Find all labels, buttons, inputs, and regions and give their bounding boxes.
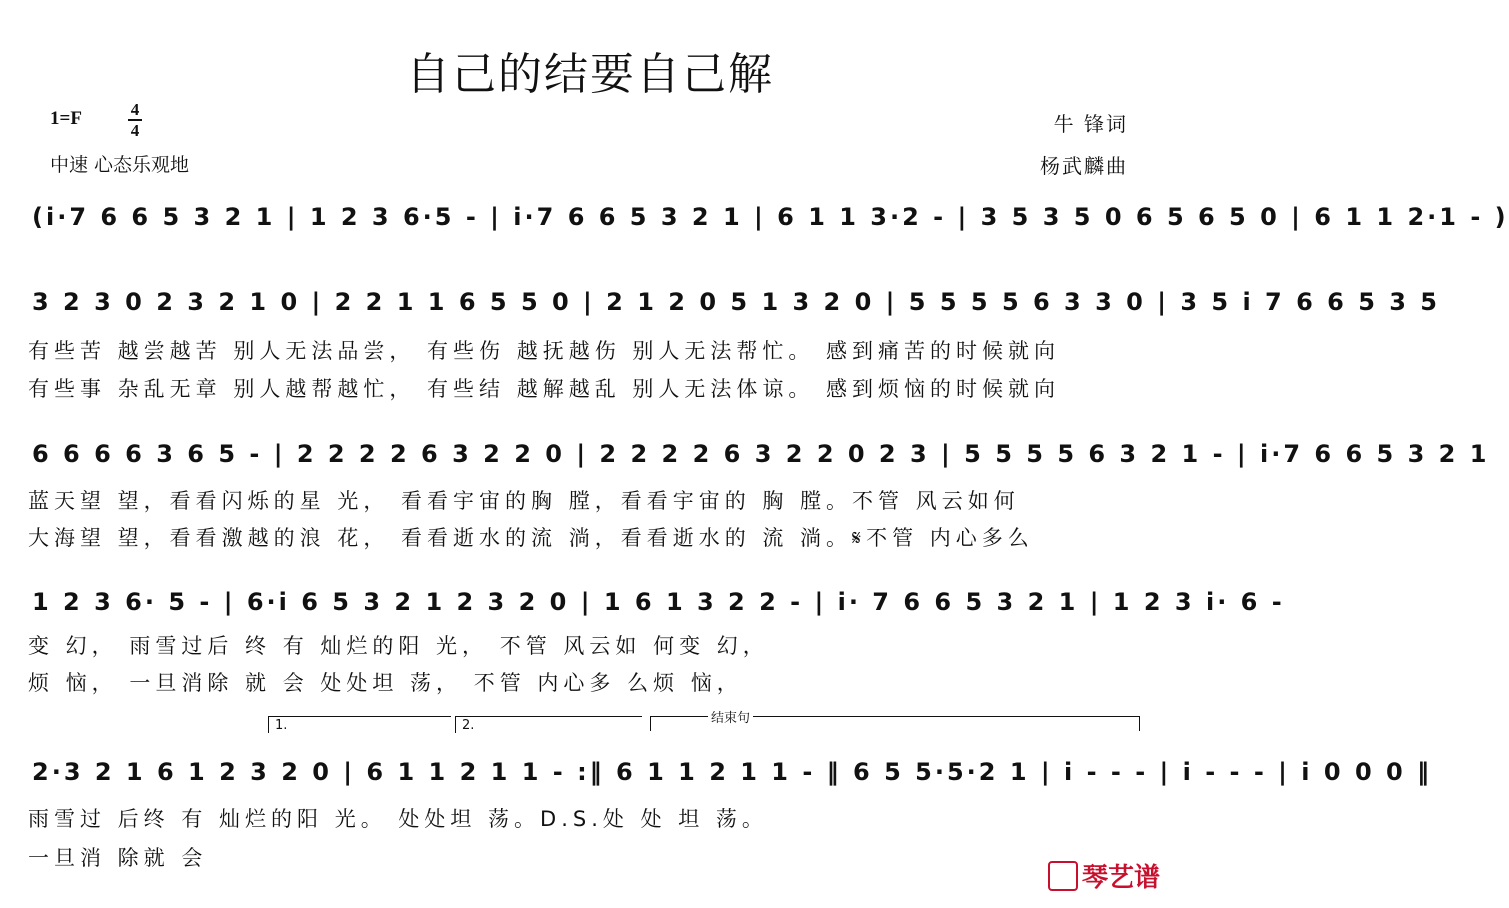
watermark-text: 琴艺谱 — [1081, 863, 1160, 893]
composer-credit: 杨武麟曲 — [1040, 154, 1128, 178]
song-title: 自己的结要自己解 — [406, 49, 774, 100]
tempo-marking: 中速 心态乐观地 — [50, 154, 190, 176]
notation-line-4: 1 2 3 6· 5 - | 6·i 6 5 3 2 1 2 3 2 0 | 1 6 1 3 2 2 - | i· 7 6 6 5 3 2 1 | 1 2 3 i· 6 - — [32, 588, 1285, 616]
notation-line-2: 3 2 3 0 2 3 2 1 0 | 2 2 1 1 6 5 5 0 | 2 1 2 0 5 1 3 2 0 | 5 5 5 5 6 3 3 0 | 3 5 i 7 6 6 5 3 5 — [32, 288, 1441, 316]
volta-first-ending: 1. — [268, 716, 451, 733]
lyricist-credit: 牛 锋词 — [1053, 112, 1128, 136]
time-signature — [128, 100, 142, 139]
lyric-line-5b: 一旦消 除就 会 — [28, 846, 208, 870]
watermark-logo — [1048, 857, 1160, 894]
lyric-line-4b: 烦 恼， 一旦消除 就 会 处处坦 荡， 不管 内心多 么烦 恼， — [28, 671, 743, 695]
lyric-line-4a: 变 幻， 雨雪过后 终 有 灿烂的阳 光， 不管 风云如 何变 幻， — [28, 634, 769, 658]
lyric-line-2a: 有些苦 越尝越苦 别人无法品尝， 有些伤 越抚越伤 别人无法帮忙。 感到痛苦的时候就向 — [28, 339, 1061, 363]
notation-line-5: 2·3 2 1 6 1 2 3 2 0 | 6 1 1 2 1 1 - :‖ 6 1 1 2 1 1 - ‖ 6 5 5·5·2 1 | i - - - | i - - - | i 0 0 0 ‖ — [32, 758, 1433, 786]
lyric-line-5a: 雨雪过 后终 有 灿烂的阳 光。 处处坦 荡。D.S.处 处 坦 荡。 — [28, 807, 768, 831]
time-signature-bottom: 4 — [130, 121, 140, 140]
lyric-line-3b: 大海望 望，看看激越的浪 花， 看看逝水的流 淌，看看逝水的 流 淌。𝄋不管 内心多么 — [28, 526, 1034, 550]
notation-line-1: (i·7 6 6 5 3 2 1 | 1 2 3 6·5 - | i·7 6 6 5 3 2 1 | 6 1 1 3·2 - | 3 5 3 5 0 6 5 6 5 0 | 6 1 1 2·1 - ) — [32, 203, 1509, 231]
lyric-line-2b: 有些事 杂乱无章 别人越帮越忙， 有些结 越解越乱 别人无法体谅。 感到烦恼的时候就向 — [28, 377, 1061, 401]
lyric-line-3a: 蓝天望 望，看看闪烁的星 光， 看看宇宙的胸 膛，看看宇宙的 胸 膛。不管 风云如何 — [28, 489, 1020, 513]
volta-second-ending: 2. — [455, 716, 642, 733]
key-signature: 1=F — [50, 108, 82, 129]
logo-mark-icon — [1048, 861, 1078, 891]
time-signature-top: 4 — [130, 100, 140, 119]
notation-line-3: 6 6 6 6 3 6 5 - | 2 2 2 2 6 3 2 2 0 | 2 2 2 2 6 3 2 2 0 2 3 | 5 5 5 5 6 3 2 1 - | i·7 6 6 5 3 2 1 — [32, 440, 1490, 468]
ending-label: 结束句 — [708, 707, 753, 726]
